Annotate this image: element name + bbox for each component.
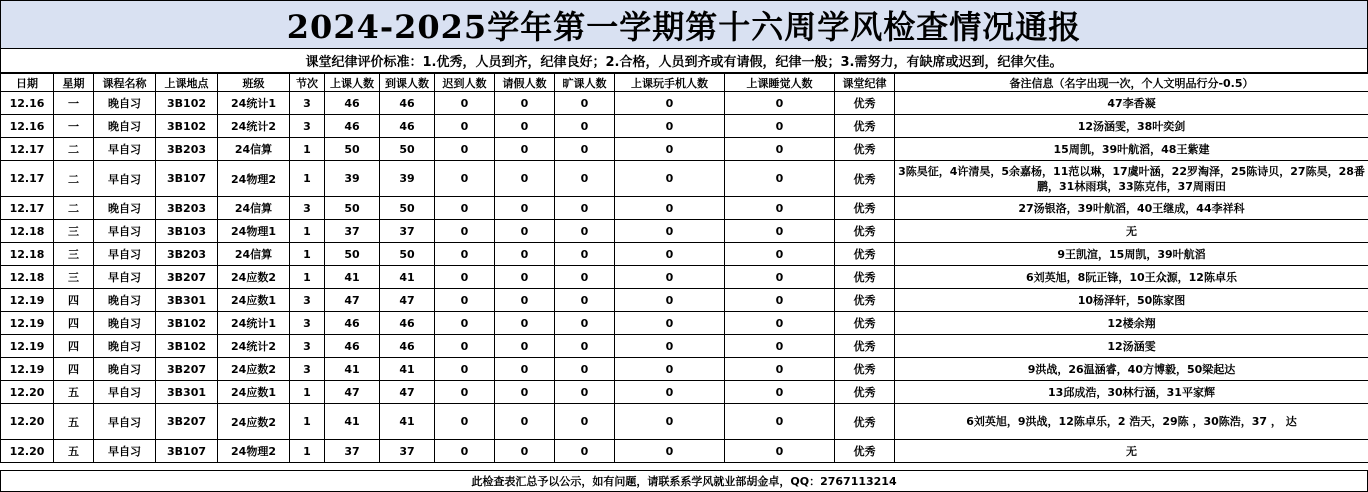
cell-phone: 0: [615, 138, 725, 161]
header-weekday: 星期: [54, 74, 94, 92]
cell-leave: 0: [495, 312, 555, 335]
table-row: [1, 220, 1368, 243]
cell-course: 早自习: [94, 440, 156, 463]
cell-total: 46: [325, 92, 380, 115]
cell-period: 1: [290, 440, 325, 463]
cell-discipline: 优秀: [835, 161, 895, 197]
cell-date: 12.20: [1, 404, 54, 440]
cell-room: 3B203: [156, 138, 218, 161]
cell-date: 12.19: [1, 312, 54, 335]
cell-total: 47: [325, 381, 380, 404]
cell-absent: 0: [555, 381, 615, 404]
cell-period: 3: [290, 358, 325, 381]
cell-sleep: 0: [725, 220, 835, 243]
cell-class: 24物理1: [218, 220, 290, 243]
cell-phone: 0: [615, 266, 725, 289]
cell-present: 41: [380, 358, 435, 381]
cell-leave: 0: [495, 197, 555, 220]
cell-late: 0: [435, 161, 495, 197]
cell-course: 早自习: [94, 404, 156, 440]
cell-absent: 0: [555, 115, 615, 138]
cell-course: 早自习: [94, 220, 156, 243]
cell-late: 0: [435, 138, 495, 161]
cell-late: 0: [435, 197, 495, 220]
cell-phone: 0: [615, 161, 725, 197]
cell-class: 24统计2: [218, 335, 290, 358]
cell-late: 0: [435, 266, 495, 289]
cell-date: 12.18: [1, 220, 54, 243]
cell-date: 12.19: [1, 358, 54, 381]
cell-late: 0: [435, 358, 495, 381]
cell-leave: 0: [495, 440, 555, 463]
cell-discipline: 优秀: [835, 138, 895, 161]
cell-present: 50: [380, 138, 435, 161]
cell-course: 早自习: [94, 161, 156, 197]
cell-sleep: 0: [725, 138, 835, 161]
cell-late: 0: [435, 335, 495, 358]
cell-class: 24信算: [218, 197, 290, 220]
cell-class: 24应数2: [218, 358, 290, 381]
cell-leave: 0: [495, 115, 555, 138]
cell-class: 24应数2: [218, 266, 290, 289]
cell-present: 37: [380, 440, 435, 463]
cell-period: 3: [290, 312, 325, 335]
cell-discipline: 优秀: [835, 92, 895, 115]
cell-sleep: 0: [725, 289, 835, 312]
cell-remark: 12楼余翔: [895, 312, 1368, 335]
cell-absent: 0: [555, 266, 615, 289]
cell-late: 0: [435, 440, 495, 463]
cell-period: 1: [290, 266, 325, 289]
table-row: [1, 440, 1368, 463]
cell-weekday: 三: [54, 243, 94, 266]
cell-course: 晚自习: [94, 115, 156, 138]
cell-leave: 0: [495, 335, 555, 358]
cell-room: 3B203: [156, 197, 218, 220]
cell-absent: 0: [555, 440, 615, 463]
cell-absent: 0: [555, 138, 615, 161]
cell-date: 12.18: [1, 243, 54, 266]
cell-discipline: 优秀: [835, 243, 895, 266]
table-row: [1, 161, 1368, 197]
cell-remark: 27汤银洛，39叶航滔，40王继成，44李祥科: [895, 197, 1368, 220]
cell-class: 24应数1: [218, 289, 290, 312]
cell-period: 1: [290, 243, 325, 266]
cell-room: 3B107: [156, 440, 218, 463]
inspection-table: [0, 73, 1368, 463]
cell-leave: 0: [495, 243, 555, 266]
cell-room: 3B207: [156, 404, 218, 440]
cell-discipline: 优秀: [835, 440, 895, 463]
cell-late: 0: [435, 115, 495, 138]
cell-date: 12.19: [1, 289, 54, 312]
cell-course: 晚自习: [94, 92, 156, 115]
cell-date: 12.20: [1, 440, 54, 463]
cell-weekday: 五: [54, 440, 94, 463]
cell-class: 24统计1: [218, 92, 290, 115]
cell-weekday: 三: [54, 266, 94, 289]
cell-weekday: 二: [54, 138, 94, 161]
cell-total: 50: [325, 138, 380, 161]
cell-phone: 0: [615, 220, 725, 243]
cell-remark: 6刘英旭，8阮正锋，10王众源，12陈卓乐: [895, 266, 1368, 289]
cell-sleep: 0: [725, 335, 835, 358]
cell-weekday: 五: [54, 404, 94, 440]
cell-total: 41: [325, 358, 380, 381]
cell-total: 50: [325, 243, 380, 266]
cell-phone: 0: [615, 197, 725, 220]
cell-remark: 3陈昊征，4许清昊，5余嘉杨，11范以琳，17虞叶涵，22罗淘泽，25陈诗贝，27陈昊，28番鹏，31林雨琪，33陈克伟，37周雨田: [895, 161, 1368, 197]
header-absent: 旷课人数: [555, 74, 615, 92]
cell-late: 0: [435, 381, 495, 404]
cell-discipline: 优秀: [835, 220, 895, 243]
cell-late: 0: [435, 243, 495, 266]
cell-phone: 0: [615, 92, 725, 115]
cell-room: 3B102: [156, 115, 218, 138]
cell-date: 12.17: [1, 161, 54, 197]
header-room: 上课地点: [156, 74, 218, 92]
cell-remark: 15周凯，39叶航滔，48王紫建: [895, 138, 1368, 161]
cell-leave: 0: [495, 220, 555, 243]
cell-leave: 0: [495, 358, 555, 381]
cell-late: 0: [435, 312, 495, 335]
cell-leave: 0: [495, 404, 555, 440]
cell-date: 12.19: [1, 335, 54, 358]
cell-weekday: 四: [54, 335, 94, 358]
header-class: 班级: [218, 74, 290, 92]
cell-phone: 0: [615, 404, 725, 440]
cell-weekday: 四: [54, 358, 94, 381]
cell-total: 41: [325, 266, 380, 289]
cell-discipline: 优秀: [835, 381, 895, 404]
cell-absent: 0: [555, 358, 615, 381]
cell-discipline: 优秀: [835, 289, 895, 312]
header-date: 日期: [1, 74, 54, 92]
cell-present: 47: [380, 381, 435, 404]
cell-date: 12.18: [1, 266, 54, 289]
cell-weekday: 一: [54, 115, 94, 138]
cell-course: 晚自习: [94, 289, 156, 312]
cell-present: 46: [380, 312, 435, 335]
cell-absent: 0: [555, 220, 615, 243]
cell-weekday: 五: [54, 381, 94, 404]
cell-sleep: 0: [725, 381, 835, 404]
table-row: [1, 92, 1368, 115]
cell-date: 12.17: [1, 138, 54, 161]
cell-date: 12.20: [1, 381, 54, 404]
table-row: [1, 404, 1368, 440]
cell-total: 39: [325, 161, 380, 197]
table-row: [1, 138, 1368, 161]
cell-phone: 0: [615, 289, 725, 312]
cell-room: 3B102: [156, 312, 218, 335]
cell-room: 3B207: [156, 266, 218, 289]
cell-total: 46: [325, 335, 380, 358]
cell-course: 早自习: [94, 243, 156, 266]
cell-present: 47: [380, 289, 435, 312]
cell-remark: 无: [895, 440, 1368, 463]
cell-present: 46: [380, 115, 435, 138]
cell-room: 3B102: [156, 92, 218, 115]
table-row: [1, 289, 1368, 312]
cell-remark: 10杨泽轩，50陈家图: [895, 289, 1368, 312]
cell-late: 0: [435, 289, 495, 312]
cell-period: 3: [290, 289, 325, 312]
evaluation-standard: 课堂纪律评价标准：1.优秀，人员到齐，纪律良好；2.合格，人员到齐或有请假，纪律一般；3.需努力，有缺席或迟到，纪律欠佳。: [0, 48, 1368, 73]
cell-total: 50: [325, 197, 380, 220]
cell-absent: 0: [555, 312, 615, 335]
cell-absent: 0: [555, 92, 615, 115]
cell-present: 41: [380, 404, 435, 440]
cell-present: 37: [380, 220, 435, 243]
cell-period: 1: [290, 220, 325, 243]
cell-room: 3B301: [156, 289, 218, 312]
cell-period: 1: [290, 161, 325, 197]
cell-weekday: 二: [54, 161, 94, 197]
cell-discipline: 优秀: [835, 404, 895, 440]
cell-present: 46: [380, 335, 435, 358]
cell-class: 24应数1: [218, 381, 290, 404]
header-remark: 备注信息（名字出现一次，个人文明品行分-0.5）: [895, 74, 1368, 92]
cell-late: 0: [435, 220, 495, 243]
cell-discipline: 优秀: [835, 335, 895, 358]
cell-sleep: 0: [725, 266, 835, 289]
table-row: [1, 358, 1368, 381]
cell-discipline: 优秀: [835, 197, 895, 220]
cell-sleep: 0: [725, 243, 835, 266]
cell-discipline: 优秀: [835, 266, 895, 289]
cell-sleep: 0: [725, 115, 835, 138]
cell-total: 37: [325, 440, 380, 463]
header-total: 上课人数: [325, 74, 380, 92]
cell-class: 24应数2: [218, 404, 290, 440]
cell-present: 50: [380, 197, 435, 220]
cell-class: 24统计1: [218, 312, 290, 335]
cell-sleep: 0: [725, 161, 835, 197]
cell-date: 12.16: [1, 115, 54, 138]
header-discipline: 课堂纪律: [835, 74, 895, 92]
cell-period: 3: [290, 92, 325, 115]
cell-class: 24信算: [218, 138, 290, 161]
cell-weekday: 一: [54, 92, 94, 115]
cell-total: 46: [325, 312, 380, 335]
cell-class: 24统计2: [218, 115, 290, 138]
cell-phone: 0: [615, 312, 725, 335]
cell-course: 晚自习: [94, 358, 156, 381]
table-row: [1, 197, 1368, 220]
cell-sleep: 0: [725, 440, 835, 463]
cell-total: 46: [325, 115, 380, 138]
cell-absent: 0: [555, 404, 615, 440]
cell-present: 46: [380, 92, 435, 115]
header-phone: 上课玩手机人数: [615, 74, 725, 92]
cell-room: 3B301: [156, 381, 218, 404]
header-sleep: 上课睡觉人数: [725, 74, 835, 92]
cell-late: 0: [435, 404, 495, 440]
cell-sleep: 0: [725, 312, 835, 335]
cell-sleep: 0: [725, 92, 835, 115]
cell-absent: 0: [555, 161, 615, 197]
cell-class: 24物理2: [218, 440, 290, 463]
table-row: [1, 335, 1368, 358]
report-title: 2024-2025学年第一学期第十六周学风检查情况通报: [0, 0, 1368, 49]
cell-remark: 12汤涵雯: [895, 335, 1368, 358]
table-row: [1, 115, 1368, 138]
footer-notice: 此检查表汇总予以公示，如有问题，请联系系学风就业部胡金卓，QQ：2767113214: [0, 470, 1368, 492]
cell-remark: 13邱成浩，30林行涵，31平家辉: [895, 381, 1368, 404]
cell-sleep: 0: [725, 404, 835, 440]
cell-room: 3B102: [156, 335, 218, 358]
header-period: 节次: [290, 74, 325, 92]
cell-late: 0: [435, 92, 495, 115]
header-present: 到课人数: [380, 74, 435, 92]
table-row: [1, 243, 1368, 266]
cell-leave: 0: [495, 381, 555, 404]
cell-sleep: 0: [725, 197, 835, 220]
cell-absent: 0: [555, 197, 615, 220]
cell-total: 47: [325, 289, 380, 312]
cell-date: 12.16: [1, 92, 54, 115]
cell-sleep: 0: [725, 358, 835, 381]
cell-weekday: 四: [54, 289, 94, 312]
cell-course: 晚自习: [94, 197, 156, 220]
cell-course: 早自习: [94, 266, 156, 289]
cell-leave: 0: [495, 266, 555, 289]
cell-date: 12.17: [1, 197, 54, 220]
cell-class: 24信算: [218, 243, 290, 266]
cell-remark: 无: [895, 220, 1368, 243]
cell-room: 3B103: [156, 220, 218, 243]
cell-phone: 0: [615, 358, 725, 381]
cell-period: 1: [290, 381, 325, 404]
cell-discipline: 优秀: [835, 312, 895, 335]
cell-leave: 0: [495, 161, 555, 197]
cell-period: 1: [290, 138, 325, 161]
header-leave: 请假人数: [495, 74, 555, 92]
header-row: [1, 74, 1368, 92]
cell-course: 晚自习: [94, 335, 156, 358]
cell-weekday: 四: [54, 312, 94, 335]
cell-room: 3B207: [156, 358, 218, 381]
cell-remark: 9洪战，26温涵睿，40方博毅，50梁起达: [895, 358, 1368, 381]
cell-remark: 47李香凝: [895, 92, 1368, 115]
cell-leave: 0: [495, 138, 555, 161]
header-late: 迟到人数: [435, 74, 495, 92]
cell-period: 3: [290, 197, 325, 220]
cell-phone: 0: [615, 381, 725, 404]
cell-discipline: 优秀: [835, 115, 895, 138]
cell-phone: 0: [615, 115, 725, 138]
cell-period: 1: [290, 404, 325, 440]
cell-discipline: 优秀: [835, 358, 895, 381]
cell-period: 3: [290, 335, 325, 358]
cell-absent: 0: [555, 335, 615, 358]
cell-present: 50: [380, 243, 435, 266]
cell-weekday: 二: [54, 197, 94, 220]
cell-phone: 0: [615, 243, 725, 266]
cell-total: 41: [325, 404, 380, 440]
cell-remark: 9王凯渲，15周凯，39叶航滔: [895, 243, 1368, 266]
cell-absent: 0: [555, 243, 615, 266]
cell-leave: 0: [495, 289, 555, 312]
cell-total: 37: [325, 220, 380, 243]
cell-present: 41: [380, 266, 435, 289]
cell-remark: 6刘英旭，9洪战，12陈卓乐，2 浩天，29陈 ，30陈浩，37 ， 达: [895, 404, 1368, 440]
cell-room: 3B107: [156, 161, 218, 197]
cell-course: 晚自习: [94, 312, 156, 335]
cell-room: 3B203: [156, 243, 218, 266]
cell-leave: 0: [495, 92, 555, 115]
cell-class: 24物理2: [218, 161, 290, 197]
cell-absent: 0: [555, 289, 615, 312]
cell-phone: 0: [615, 335, 725, 358]
header-course: 课程名称: [94, 74, 156, 92]
cell-period: 3: [290, 115, 325, 138]
cell-weekday: 三: [54, 220, 94, 243]
cell-remark: 12汤涵雯，38叶奕剑: [895, 115, 1368, 138]
cell-phone: 0: [615, 440, 725, 463]
table-row: [1, 266, 1368, 289]
table-row: [1, 312, 1368, 335]
cell-present: 39: [380, 161, 435, 197]
table-row: [1, 381, 1368, 404]
cell-course: 早自习: [94, 381, 156, 404]
cell-course: 早自习: [94, 138, 156, 161]
